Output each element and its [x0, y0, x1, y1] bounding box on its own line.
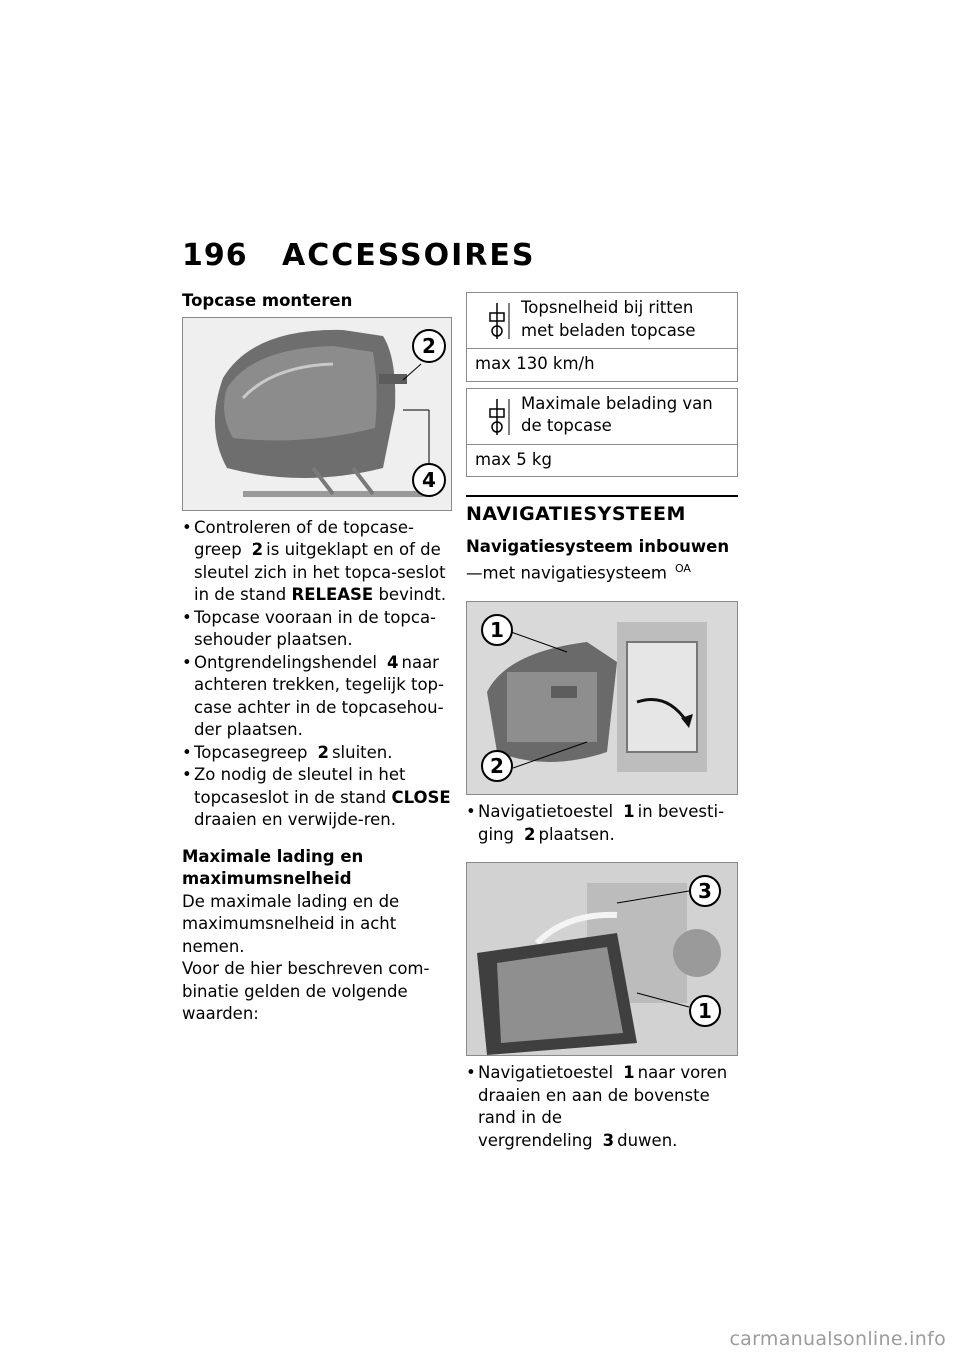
callout-3: 3: [698, 879, 712, 903]
topcase-heading: Topcase monteren: [182, 291, 353, 310]
watermark: carmanualsonline.info: [729, 1328, 946, 1350]
callout-4: 4: [422, 467, 436, 492]
spec-label: Topsnelheid bij ritten met beladen topcase: [521, 298, 696, 340]
max-load-heading: Maximale lading en maximumsnelheid: [182, 846, 364, 888]
callout-1: 1: [490, 618, 504, 642]
max-load-para-2: Voor de hier beschreven com-binatie gelden de volgende waarden:: [182, 959, 430, 1023]
page-number: 196: [182, 238, 248, 273]
topcase-illustration: [183, 318, 451, 510]
max-load-para-1: De maximale lading en de maximumsnelheid in acht nemen.: [182, 891, 400, 956]
nav-figure-2: [466, 862, 738, 1056]
spec-speed: [466, 292, 738, 382]
nav-figure-1: [466, 601, 738, 795]
chapter-title: ACCESSOIRES: [282, 238, 536, 273]
left-column: [182, 290, 452, 1026]
list-item: • Zo nodig de sleutel in het topcaseslot in de stand CLOSE draaien en verwijde-ren.: [182, 764, 452, 832]
list-item: • Controleren of de topcase-greep 2 is uitgeklapt en of de sleutel zich in het topca-seslot in de stand RELEASE bevindt.: [182, 517, 452, 607]
list-item: • Topcasegreep 2 sluiten.: [182, 742, 452, 765]
weight-scale-icon: [479, 397, 515, 437]
spec-label: Maximale belading van de topcase: [521, 393, 713, 435]
list-item: • Ontgrendelingshendel 4 naar achteren trekken, tegelijk top-case achter in de topcasehou-der plaatsen.: [182, 652, 452, 742]
page-header: [182, 238, 742, 278]
spec-load: [466, 388, 738, 478]
spec-value: max 130 km/h: [475, 354, 595, 373]
right-column: [466, 292, 738, 1152]
nav-heading: Navigatiesysteem inbouwen: [466, 536, 730, 556]
callout-2: 2: [422, 333, 436, 358]
topcase-figure: [182, 317, 452, 511]
nav-install-illustration: [467, 602, 737, 794]
option-sup: OA: [674, 562, 691, 575]
nav-ref-line: —met navigatiesysteem $^{OA}$: [466, 562, 691, 583]
nav-steps-1: [466, 801, 738, 846]
nav-lock-illustration: [467, 863, 737, 1055]
list-item: • Navigatietoestel 1 naar voren draaien en aan de bovenste rand in de vergrendeling 3 duwen.: [466, 1062, 738, 1152]
nav-steps-2: [466, 1062, 738, 1152]
section-title: NAVIGATIESYSTEEM: [466, 495, 738, 526]
topcase-steps: [182, 517, 452, 832]
callout-1: 1: [698, 999, 712, 1023]
list-item: • Topcase vooraan in de topca-sehouder plaatsen.: [182, 607, 452, 652]
callout-2: 2: [490, 754, 504, 778]
list-item: • Navigatietoestel 1 in bevesti-ging 2 plaatsen.: [466, 801, 738, 846]
spec-value: max 5 kg: [475, 449, 552, 469]
weight-scale-icon: [479, 301, 515, 341]
